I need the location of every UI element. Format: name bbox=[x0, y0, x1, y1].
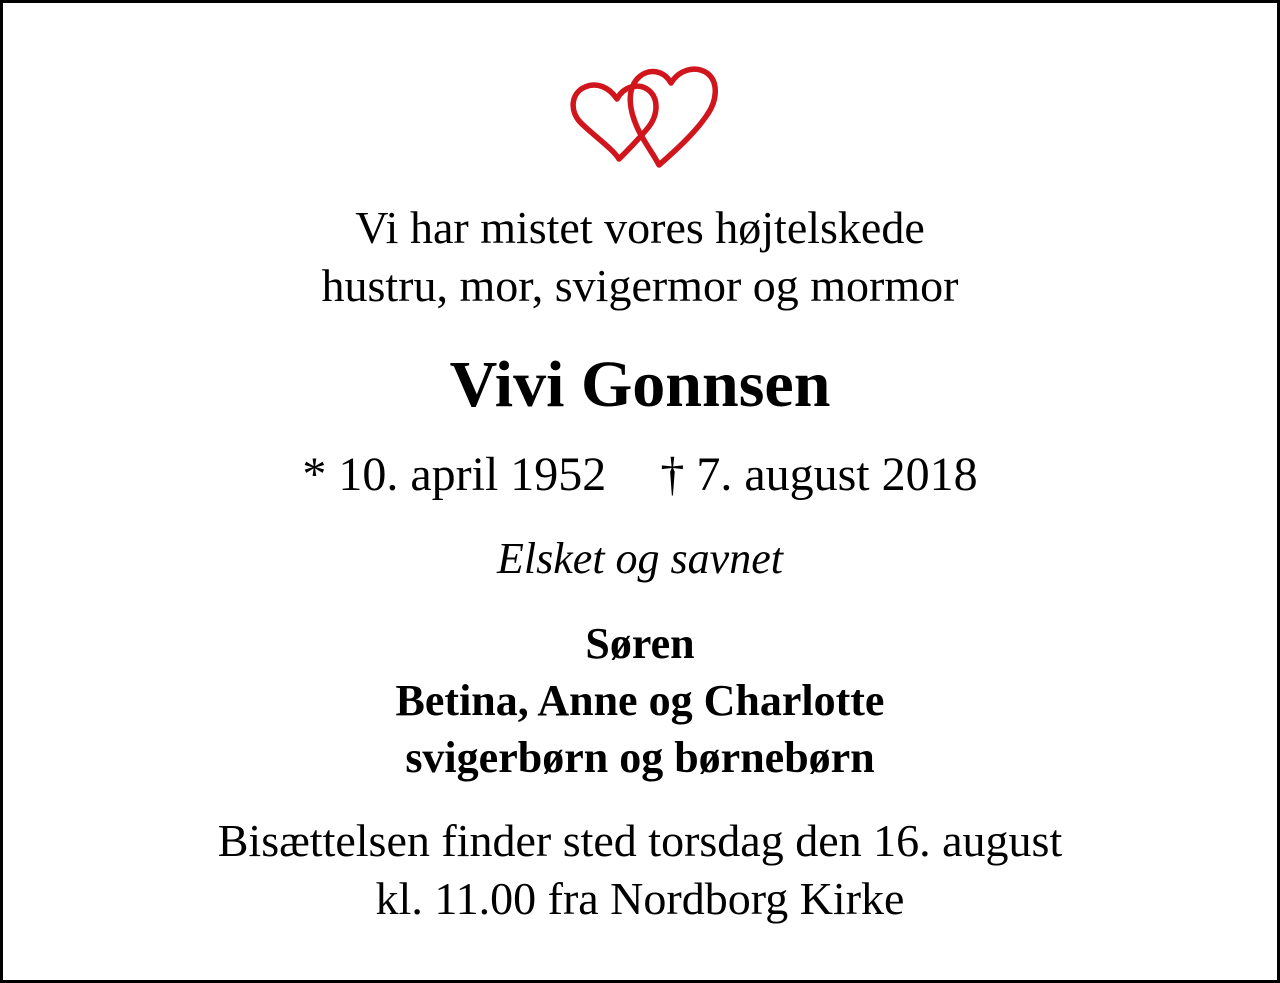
intro-line: Vi har mistet vores højtelskede bbox=[355, 202, 925, 253]
deceased-name: Vivi Gonnsen bbox=[449, 348, 831, 421]
life-dates bbox=[3, 445, 1277, 505]
service-info-line: Bisættelsen finder sted torsdag den 16. august bbox=[217, 815, 1063, 866]
death-date: † 7. august 2018 bbox=[660, 448, 978, 501]
family-line: svigerbørn og børnebørn bbox=[405, 733, 875, 782]
tagline: Elsket og savnet bbox=[497, 534, 783, 583]
intro-line: hustru, mor, svigermor og mormor bbox=[321, 260, 959, 311]
service-info-line: kl. 11.00 fra Nordborg Kirke bbox=[375, 873, 905, 924]
family-line: Betina, Anne og Charlotte bbox=[395, 676, 885, 725]
two-hearts-icon bbox=[567, 61, 723, 173]
birth-date: * 10. april 1952 bbox=[302, 448, 607, 501]
family-line: Søren bbox=[585, 619, 695, 668]
